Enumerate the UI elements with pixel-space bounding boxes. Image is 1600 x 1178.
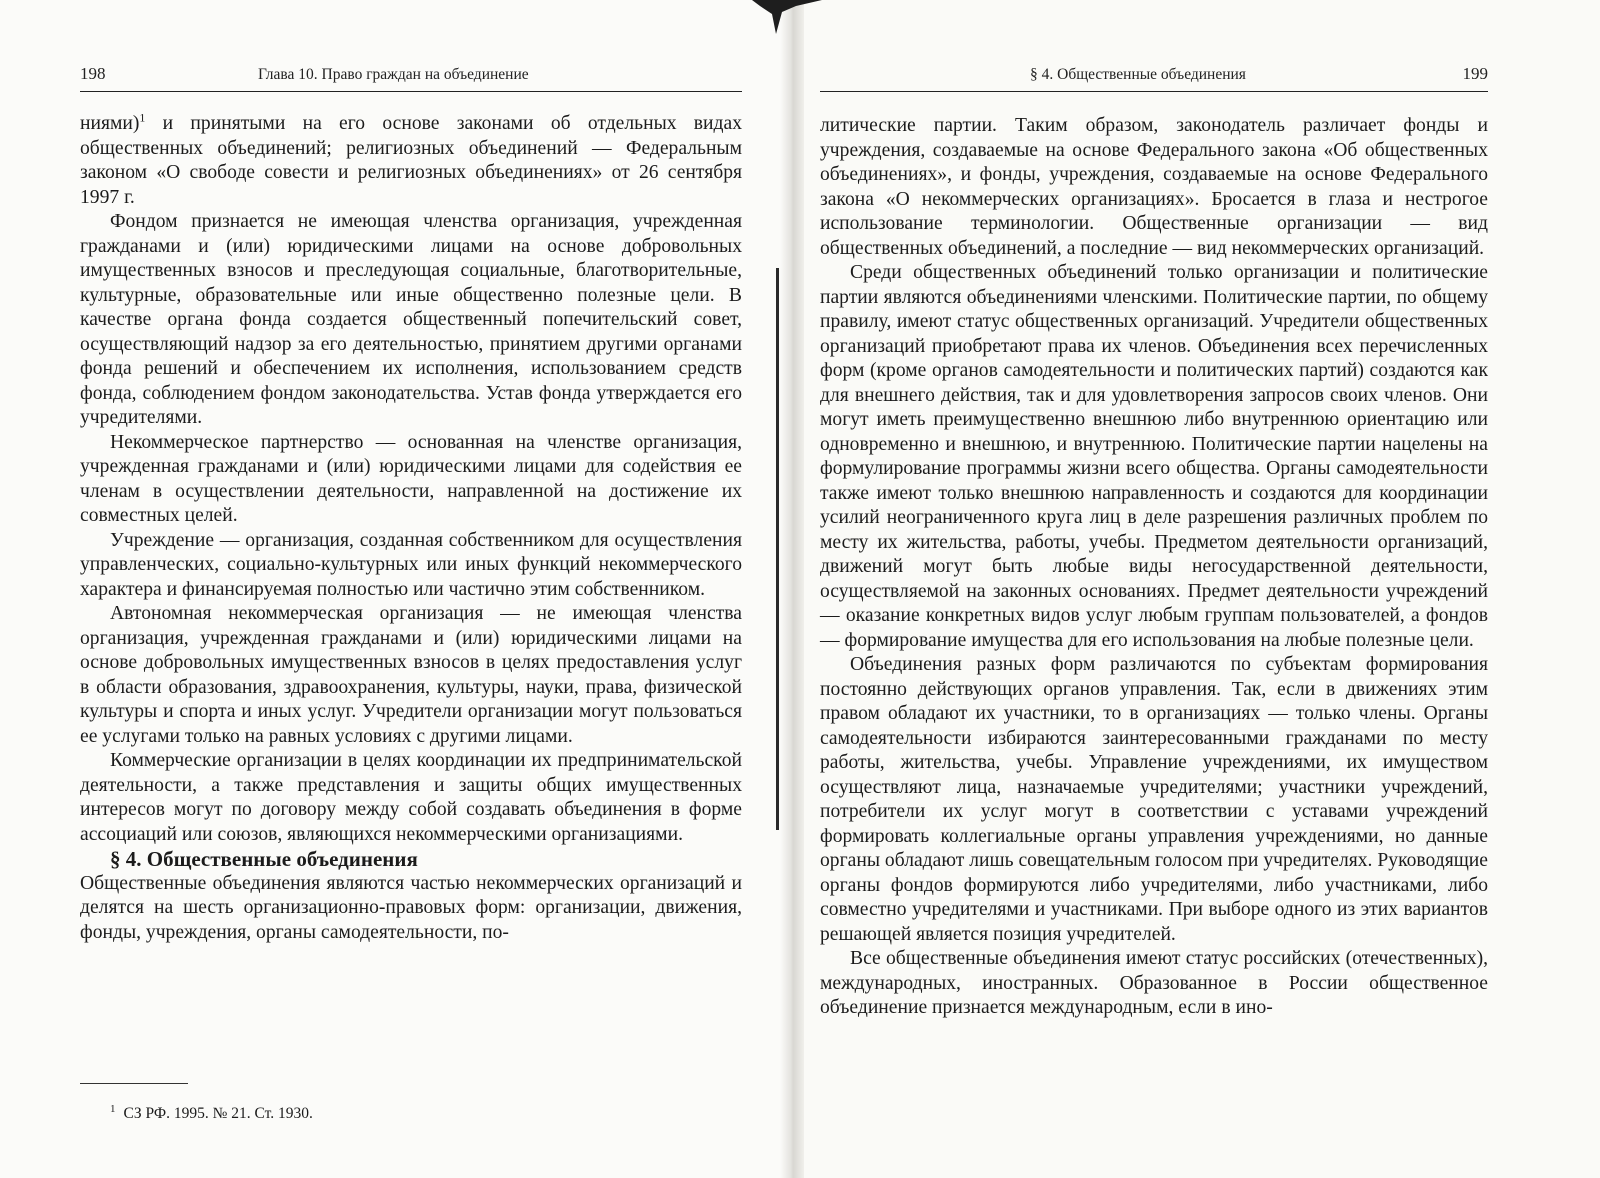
- paragraph: ниями)$^1$ и принятыми на его основе законами об отдельных видах общественных объединений; религиозных объединений — Федеральным законом «О свободе совести и религиозных объединениях» от 26 сентября 1997 г.: [80, 110, 742, 208]
- right-page: [790, 0, 1600, 1178]
- paragraph: Общественные объединения являются частью некоммерческих организаций и делятся на шесть организационно-правовых форм: организации, движения, фонды, учреждения, органы самодеятельности, по-: [80, 872, 742, 943]
- right-page-number: 199: [1462, 64, 1488, 83]
- paragraph: Коммерческие организации в целях координации их предпринимательской деятельности, а также представления и защиты общих имущественных интересов могут по договору между собой создавать объединения в форме ассоциаций или союзов, являющихся некоммерческими организациями.: [80, 750, 742, 845]
- footnote-reference: 1: [139, 110, 146, 125]
- left-chapter-title: Глава 10. Право граждан на объединение: [258, 66, 529, 83]
- paragraph: Объединения разных форм различаются по субъектам формирования постоянно действующих органов управления. Так, если в движениях этим правом обладают их участники, то в организациях — только члены. Органы самодеятельности избираются заинтересованными гражданами по месту работы, жительства, учебы. Управление учреждениями, их имуществом осуществляют лица, назначаемые учредителями; участники учреждений, потребители их услуг могут в соответствии с уставами учреждений формировать коллегиальные органы управления учреждениями, но данные органы обладают лишь совещательным голосом при учредителях. Руководящие органы фондов формируются либо учредителями, либо участниками, либо совместно учредителями и участниками. При выборе одного из этих вариантов решающей является позиция учредителей.: [820, 654, 1488, 945]
- book-gutter: [780, 0, 804, 1178]
- section-heading: § 4. Общественные объединения: [110, 847, 418, 871]
- right-header-rule: [820, 91, 1488, 92]
- paragraph: Некоммерческое партнерство — основанная на членстве организация, учрежденная гражданами и (или) юридическими лицами для содействия ее членам в осуществлении деятельности, направленной на достижение их совместных целей.: [80, 431, 742, 526]
- right-body-text: [820, 114, 1488, 1021]
- paragraph: Фондом признается не имеющая членства организация, учрежденная гражданами и (или) юридическими лицами на основе добровольных имущественных взносов и преследующая социальные, благотворительные, культурные, образовательные или иные общественно полезные цели. В качестве органа фонда создается общественный попечительский совет, осуществляющий надзор за его деятельностью, принятием другими органами фонда решений и обеспечением их исполнения, использованием средств фонда, соблюдением фондом законодательства. Устав фонда утверждается его учредителями.: [80, 211, 742, 428]
- footnote-rule: [80, 1083, 188, 1084]
- paragraph: Учреждение — организация, созданная собственником для осуществления управленческих, социально-культурных или иных функций некоммерческого характера и финансируемая полностью или частично этим собственником.: [80, 529, 742, 600]
- left-page: [0, 0, 790, 1178]
- right-running-head: [820, 66, 1488, 88]
- right-section-title: § 4. Общественные объединения: [1030, 66, 1246, 83]
- footnote-text: СЗ РФ. 1995. № 21. Ст. 1930.: [123, 1105, 313, 1123]
- left-header-rule: [80, 91, 742, 92]
- paragraph: Среди общественных объединений только организации и политические партии являются объединениями членскими. Политические партии, по общему правилу, имеют статус общественных организаций. Учредители общественных организаций приобретают права их членов. Объединения всех перечисленных форм (кроме органов самодеятельности и политических партий) создаются как для внешнего действия, так и для удовлетворения запросов своих членов. Они могут иметь преимущественно внешнюю либо внутреннюю ориентацию или одновременно и внешнюю, и внутреннюю. Политические партии нацелены на формулирование программы жизни всего общества. Органы самодеятельности также имеют только внешнюю направленность и создаются для координации усилий неограниченного круга лиц в деле разрешения различных проблем по месту их жительства, работы, учебы. Предметом деятельности организаций, движений могут быть любые виды негосударственной деятельности, осуществляемой на законных основаниях. Предмет деятельности учреждений — оказание конкретных видов услуг любым группам пользователей, а фондов — формирование имущества для его использования на любые полезные цели.: [820, 262, 1488, 651]
- torn-corner-mark: [752, 0, 822, 36]
- left-body-text: [80, 112, 742, 945]
- left-running-head: [80, 66, 740, 88]
- footnote: [110, 1103, 313, 1123]
- footnote-mark: 1: [110, 1103, 116, 1115]
- paragraph: литические партии. Таким образом, законодатель различает фонды и учреждения, создаваемые на основе Федерального закона «Об общественных объединениях», и фонды, учреждения, создаваемые на основе Федерального закона «О некоммерческих организациях». Бросается в глаза и нестрогое использование терминологии. Общественные организации — вид общественных объединений, а последние — вид некоммерческих организаций.: [820, 115, 1488, 259]
- paragraph: Все общественные объединения имеют статус российских (отечественных), международных, иностранных. Образованное в России общественное объединение признается международным, если в ино-: [820, 948, 1488, 1018]
- paragraph: Автономная некоммерческая организация — не имеющая членства организация, учрежденная гражданами и (или) юридическими лицами на основе добровольных имущественных взносов в целях предоставления услуг в области образования, здравоохранения, культуры, науки, права, физической культуры и спорта и иных услуг. Учредители организации могут пользоваться ее услугами только на равных условиях с другими лицами.: [80, 603, 742, 747]
- left-page-number: 198: [80, 64, 106, 83]
- margin-marker-line: [776, 268, 779, 830]
